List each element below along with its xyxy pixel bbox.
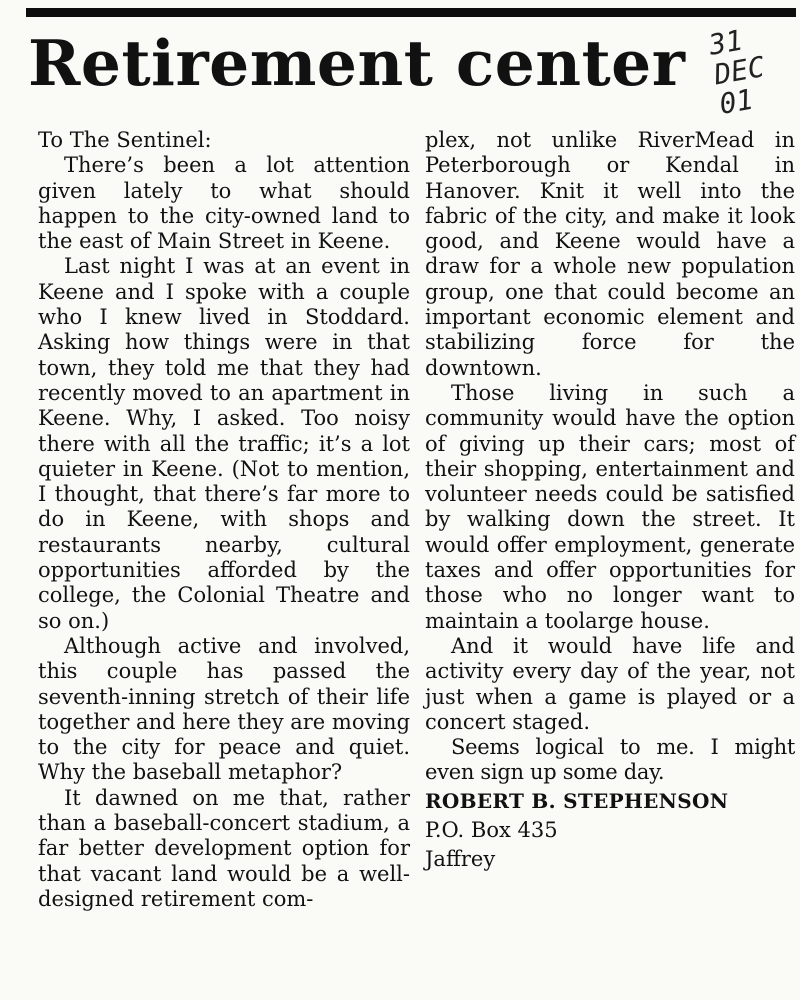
paragraph: Last night I was at an event in Keene and I spoke with a couple who I knew lived in Stoddard. Asking how things were in that town, they told me that they had recently moved to an apartment in Keene. Why, I asked. Too noisy there with all the traffic; it’s a lot quieter in Keene. (Not to mention, I thought, that there’s far more to do in Keene, with shops and restaurants nearby, cultural opportunities afforded by the college, the Colonial Theatre and so on.)	[38, 254, 410, 633]
letter-column-left	[38, 128, 410, 912]
handwritten-date-note	[707, 18, 797, 120]
top-rule	[26, 8, 796, 17]
address-line: P.O. Box 435	[425, 817, 558, 842]
paragraph: There’s been a lot attention given lately to what should happen to the city-owned land to the east of Main Street in Keene.	[38, 153, 410, 254]
letter-column-right	[425, 128, 795, 874]
paragraph: It dawned on me that, rather than a baseball-concert stadium, a far better development option for that vacant land would be a well-designed retirement com-	[38, 785, 410, 911]
address-town: Jaffrey	[425, 846, 496, 871]
handwritten-day: 31	[706, 23, 746, 62]
headline: Retirement center	[28, 26, 686, 100]
handwritten-month: DEC	[711, 50, 768, 92]
handwritten-year: 01	[716, 82, 756, 121]
paragraph: And it would have life and activity every day of the year, not just when a game is played or a concert staged.	[425, 633, 795, 734]
paragraph: Although active and involved, this couple has passed the seventh-inning stretch of their life together and here they are moving to the city for peace and quiet. Why the baseball metaphor?	[38, 633, 411, 785]
closing-paragraph: Seems logical to me. I might even sign up some day.	[425, 735, 795, 785]
paragraph: Those living in such a community would have the option of giving up their cars; most of their shopping, entertainment and volunteer needs could be satisfied by walking down the street. It would offer employment, generate taxes and offer opportunities for those who no longer want to maintain a toolarge house.	[425, 380, 795, 633]
paragraph-continued: plex, not unlike RiverMead in Peterborough or Kendal in Hanover. Knit it well into the fabric of the city, and make it look good, and Keene would have a draw for a whole new population group, one that could become an important economic element and stabilizing force for the downtown.	[425, 128, 795, 380]
signature: ROBERT B. STEPHENSON	[425, 788, 729, 813]
salutation: To The Sentinel:	[38, 128, 212, 152]
